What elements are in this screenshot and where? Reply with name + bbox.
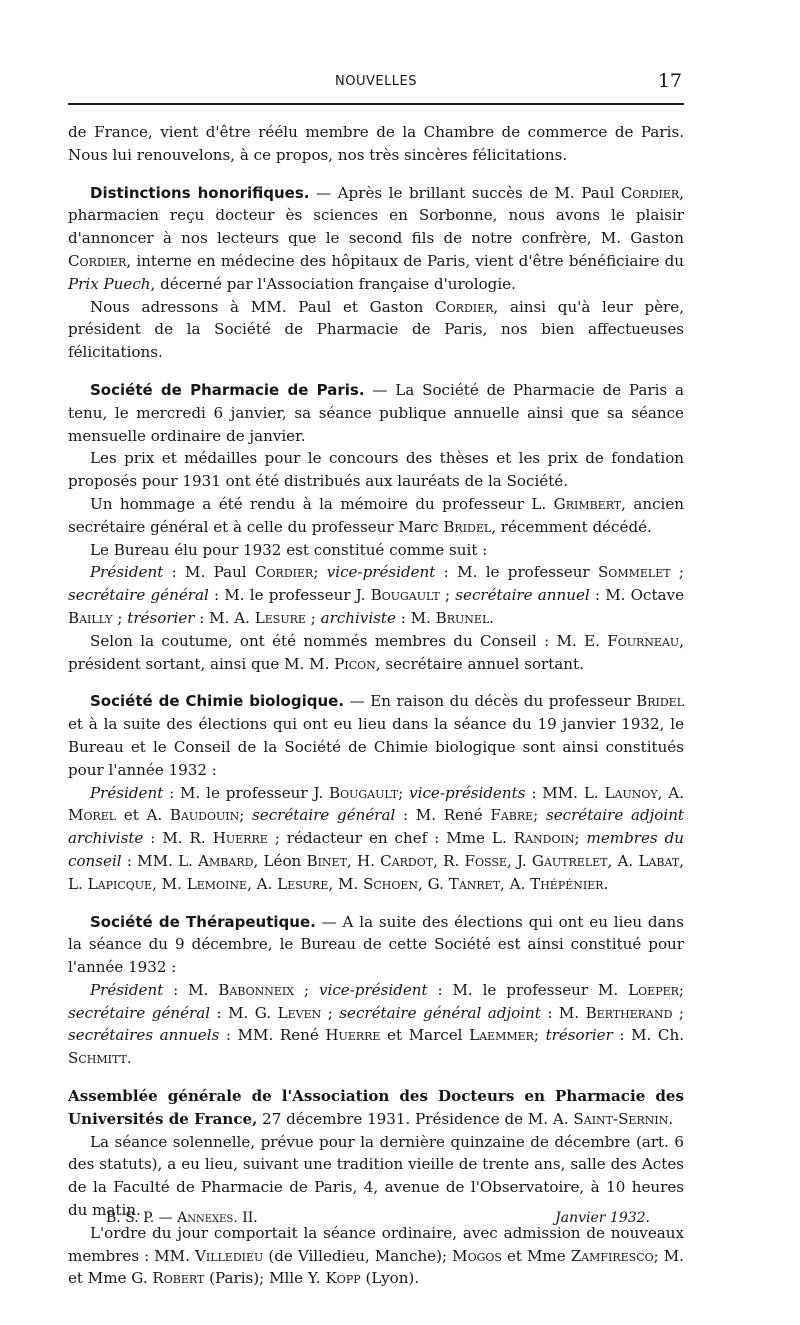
bureau-list: Président : M. Paul Cordier; vice-président : M. le professeur Sommelet ; secrétaire général : M. le professeur J. Bougault ; secrétaire annuel : M. Octave Bailly ; trésorier : M. A. Lesure ; archiviste : M. Brunel. — [68, 563, 685, 627]
section-assemblee-generale: Assemblée générale de l'Association des Docteurs en Pharmacie des Universités de France, 27 décembre 1931. Présidence de M. A. Saint-Sernin. — [68, 1087, 684, 1128]
section-heading: Société de Pharmacie de Paris. — [90, 380, 365, 399]
paragraph: Un hommage a été rendu à la mémoire du professeur L. Grimbert, ancien secrétaire général et à celle du professeur Marc Bridel, récemment décédé. — [68, 494, 685, 536]
section-therapeutique: Société de Thérapeutique. — A la suite des élections qui ont eu lieu dans la séance du 9 décembre, le Bureau de cette Société est ainsi constitué pour l'année 1932 : — [68, 912, 684, 977]
paragraph: Le Bureau élu pour 1932 est constitué comme suit : — [90, 540, 488, 559]
person-name: Cordier — [620, 183, 680, 202]
section-distinctions: Distinctions honorifiques. — Après le brillant succès de M. Paul Cordier, pharmacien reçu docteur ès sciences en Sorbonne, nous avons le plaisir d'annoncer à nos lecteurs que le second fils de notre confrère, M. Gaston Cordier, interne en médecine des hôpitaux de Paris, vient d'être bénéficiaire du Prix Puech, décerné par l'Association française d'urologie. — [68, 183, 684, 293]
section-heading: Assemblée générale de l'Association des Docteurs en Pharmacie des Universités de France, — [68, 1087, 684, 1128]
running-header — [68, 70, 684, 96]
article-body — [68, 121, 684, 1290]
section-heading: Société de Chimie biologique. — [90, 692, 345, 711]
paragraph: Nous adressons à MM. Paul et Gaston Cordier, ainsi qu'à leur père, président de la Société de Pharmacie de Paris, nos bien affectueuses félicitations. — [68, 297, 684, 362]
footer-source: B. S. P. — Annexes. II. — [106, 1210, 258, 1226]
header-rule — [68, 103, 684, 105]
section-chimie-biologique: Société de Chimie biologique. — En raison du décès du professeur Bridel et à la suite des élections qui ont eu lieu dans la séance du 19 janvier 1932, le Bureau et le Conseil de la Société de Chimie biologique sont ainsi constitués pour l'année 1932 : — [68, 692, 684, 779]
page-footer — [68, 1210, 684, 1234]
page-number: 17 — [657, 70, 682, 92]
paragraph: La séance solennelle, prévue pour la dernière quinzaine de décembre (art. 6 des statuts), a eu lieu, suivant une tradition vieille de trente ans, salle des Actes de la Faculté de Pharmacie de Paris, 4, avenue de l'Observatoire, à 10 heures du matin. — [68, 1132, 684, 1220]
intro-paragraph: de France, vient d'être réélu membre de la Chambre de commerce de Paris. Nous lui renouvelons, à ce propos, nos très sincères félicitations. — [68, 123, 684, 164]
person-name: Bridel — [443, 517, 492, 536]
bureau-list: Président : M. Babonneix ; vice-président : M. le professeur M. Loeper; secrétaire général : M. G. Leven ; secrétaire général adjoint : M. Bertherand ; secrétaires annuels : MM. René Huerre et Marcel Laemmer; trésorier : M. Ch. Schmitt. — [68, 980, 685, 1068]
prize-name: Prix Puech — [68, 274, 151, 293]
paragraph: Les prix et médailles pour le concours des thèses et les prix de fondation proposés pour 1931 ont été distribués aux lauréats de la Société. — [68, 449, 684, 491]
bureau-list: Président : M. le professeur J. Bougault; vice-présidents : MM. L. Launoy, A. Morel et A. Baudouin; secrétaire général : M. René Fabre; secrétaire adjoint archiviste : M. R. Huerre ; rédacteur en chef : Mme L. Randoin; membres du conseil : MM. L. Ambard, Léon Binet, H. Cardot, R. Fosse, J. Gautrelet, A. Labat, L. Lapicque, M. Lemoine, A. Lesure, M. Schoen, G. Tanret, A. Thépénier. — [68, 783, 685, 893]
person-name: Grimbert — [553, 494, 622, 513]
section-heading: Société de Thérapeutique. — [90, 912, 316, 931]
paragraph: L'ordre du jour comportait la séance ordinaire, avec admission de nouveaux membres : MM. Villedieu (de Villedieu, Manche); Mogos et Mme Zamfiresco; M. et Mme G. Robert (Paris); Mlle Y. Kopp (Lyon). — [68, 1223, 685, 1288]
paragraph: Selon la coutume, ont été nommés membres du Conseil : M. E. Fourneau, président sortant, ainsi que M. M. Picon, secrétaire annuel sortant. — [68, 631, 684, 673]
section-heading: Distinctions honorifiques. — [90, 183, 310, 202]
person-name: Cordier — [68, 251, 127, 270]
running-title: NOUVELLES — [334, 74, 418, 89]
person-name: Cordier — [435, 297, 494, 316]
page — [68, 0, 684, 1325]
section-pharmacie-paris: Société de Pharmacie de Paris. — La Société de Pharmacie de Paris a tenu, le mercredi 6 janvier, sa séance publique annuelle ainsi que sa séance mensuelle ordinaire de janvier. — [68, 380, 684, 445]
footer-date: Janvier 1932. — [555, 1210, 650, 1226]
